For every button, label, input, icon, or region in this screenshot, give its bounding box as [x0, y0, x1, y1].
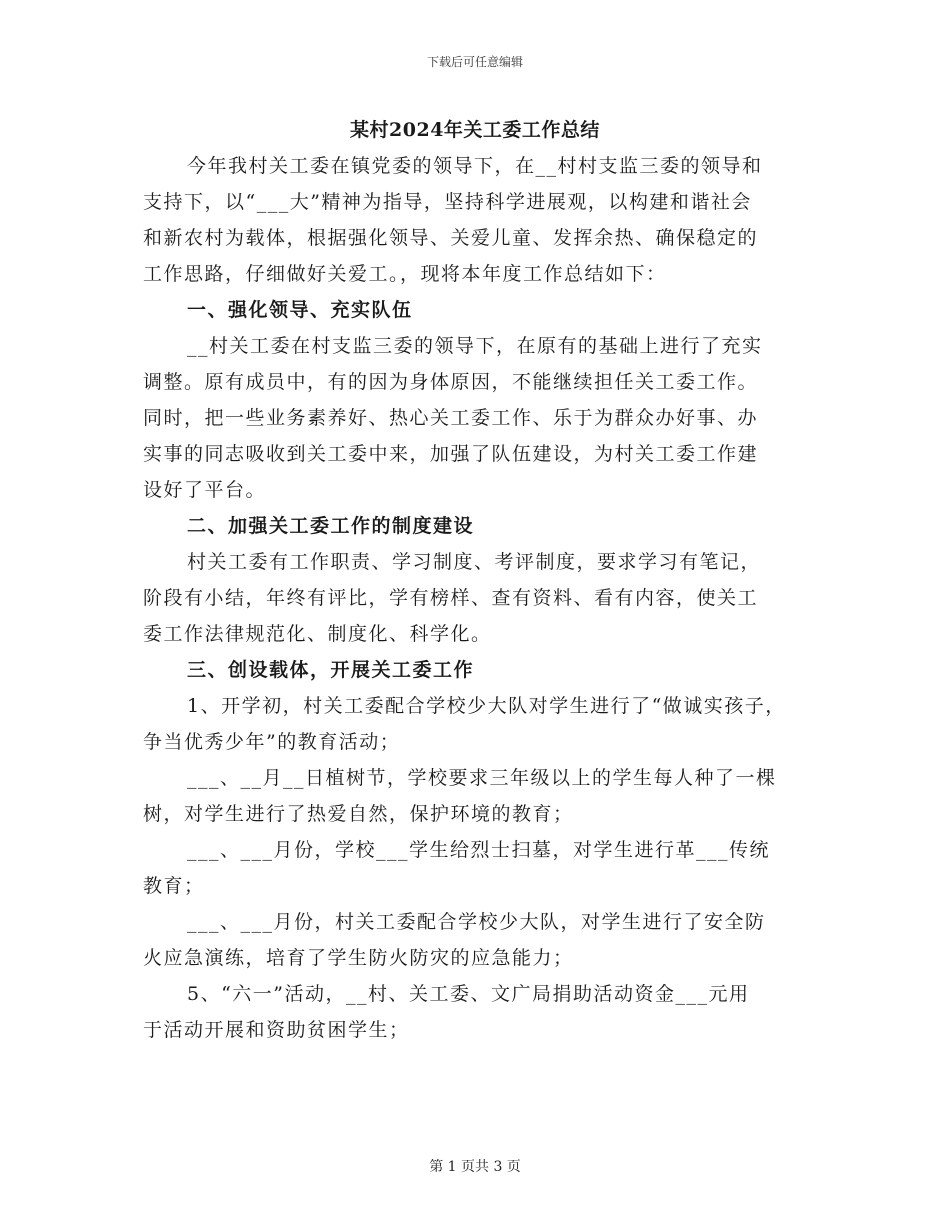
section-heading: 二、加强关工委工作的制度建设: [187, 515, 475, 537]
paragraph-line: 同时，把一些业务素养好、热心关工委工作、乐于为群众办好事、办: [143, 407, 759, 429]
section-heading: 一、强化领导、充实队伍: [187, 299, 413, 321]
paragraph-line: ___、__月__日植树节，学校要求三年级以上的学生每人种了一棵: [187, 767, 777, 789]
paragraph-line: 实事的同志吸收到关工委中来，加强了队伍建设，为村关工委工作建: [143, 443, 759, 465]
paragraph-line: 阶段有小结，年终有评比，学有榜样、查有资料、看有内容，使关工: [143, 587, 759, 609]
paragraph-line: 争当优秀少年”的教育活动；: [143, 731, 401, 753]
paragraph-line: 村关工委有工作职责、学习制度、考评制度，要求学习有笔记，: [187, 551, 762, 573]
paragraph-line: 今年我村关工委在镇党委的领导下，在__村村支监三委的领导和: [187, 155, 763, 177]
document-body: [143, 148, 833, 1048]
paragraph-line: 委工作法律规范化、制度化、科学化。: [143, 623, 492, 645]
paragraph-line: 1、开学初，村关工委配合学校少大队对学生进行了“做诚实孩子，: [187, 695, 786, 717]
paragraph-line: ___、___月份，村关工委配合学校少大队，对学生进行了安全防: [187, 911, 766, 933]
section-heading: 三、创设载体，开展关工委工作: [187, 659, 475, 681]
paragraph-line: 火应急演练，培育了学生防火防灾的应急能力；: [143, 947, 574, 969]
page-footer: 第 1 页共 3 页: [429, 1159, 521, 1175]
paragraph-line: 工作思路，仔细做好关爱工。，现将本年度工作总结如下：: [143, 263, 667, 285]
paragraph-line: 5、“六一”活动，__村、关工委、文广局捐助活动资金___元用: [187, 983, 750, 1005]
paragraph-line: ___、___月份，学校___学生给烈士扫墓，对学生进行革___传统: [187, 839, 771, 861]
paragraph-line: 和新农村为载体，根据强化领导、关爱儿童、发挥余热、确保稳定的: [143, 227, 759, 249]
paragraph-line: 支持下，以“___大”精神为指导，坚持科学进展观，以构建和谐社会: [143, 191, 752, 213]
paragraph-line: 设好了平台。: [143, 479, 267, 501]
paragraph-line: 调整。原有成员中，有的因为身体原因，不能继续担任关工委工作。: [143, 371, 759, 393]
page-header: 下载后可任意编辑: [426, 55, 523, 69]
document-title: 某村2024年关工委工作总结: [350, 119, 600, 141]
paragraph-line: 树，对学生进行了热爱自然，保护环境的教育；: [143, 803, 574, 825]
paragraph-line: 教育；: [143, 875, 205, 897]
paragraph-line: __村关工委在村支监三委的领导下，在原有的基础上进行了充实: [187, 335, 763, 357]
paragraph-line: 于活动开展和资助贫困学生；: [143, 1019, 410, 1041]
